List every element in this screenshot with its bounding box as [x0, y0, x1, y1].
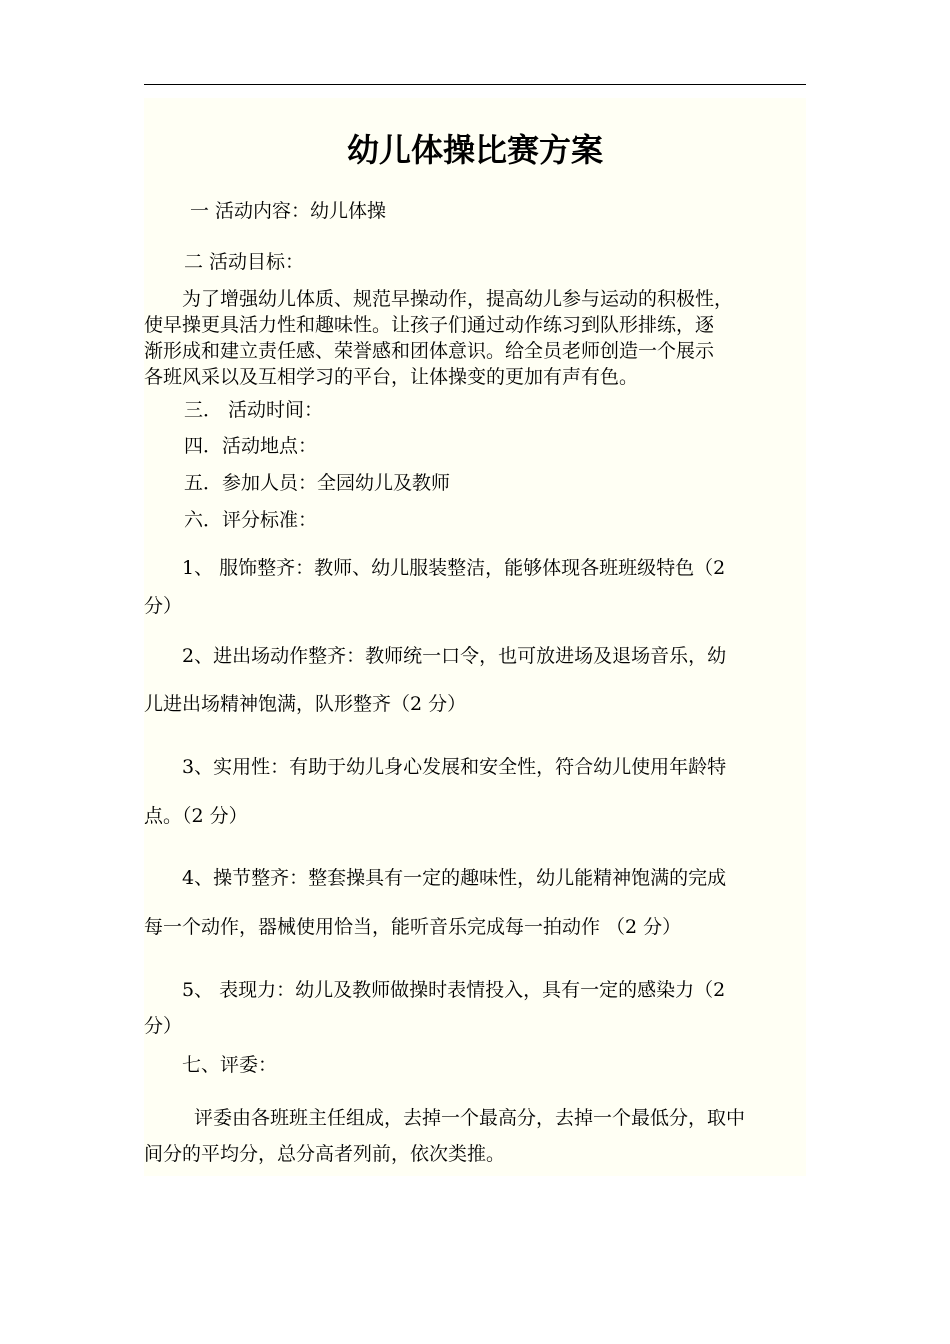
section-judges-paragraph: [144, 1100, 806, 1172]
section-goal-heading: 二 活动目标：: [184, 251, 305, 273]
section-goal-paragraph: [144, 286, 806, 390]
criteria-item-line2: 点。（2 分）: [144, 805, 248, 827]
header-rule: [144, 84, 806, 85]
section-judges-heading: 七、评委：: [182, 1054, 278, 1076]
goal-line: 使早操更具活力性和趣味性。让孩子们通过动作练习到队形排练，逐: [144, 314, 715, 336]
section-time: 三． 活动时间：: [184, 399, 324, 421]
criteria-item-line1: 3、实用性：有助于幼儿身心发展和安全性，符合幼儿使用年龄特: [182, 756, 727, 778]
criteria-item-line2: 每一个动作，器械使用恰当，能听音乐完成每一拍动作 （2 分）: [144, 916, 682, 938]
section-content: 一 活动内容：幼儿体操: [190, 200, 387, 222]
criteria-item-line2: 分）: [144, 1015, 183, 1037]
criteria-item-line1: 5、 表现力：幼儿及教师做操时表情投入，具有一定的感染力（2: [182, 979, 726, 1001]
section-place: 四．活动地点：: [184, 435, 318, 457]
criteria-item-line1: 2、进出场动作整齐：教师统一口令，也可放进场及退场音乐，幼: [182, 645, 727, 667]
goal-line: 渐形成和建立责任感、荣誉感和团体意识。给全员老师创造一个展示: [144, 340, 715, 362]
section-criteria-heading: 六．评分标准：: [184, 509, 318, 531]
criteria-item-line2: 分）: [144, 595, 183, 617]
judges-line: 评委由各班班主任组成，去掉一个最高分，去掉一个最低分，取中: [194, 1107, 746, 1129]
goal-line: 为了增强幼儿体质、规范早操动作，提高幼儿参与运动的积极性，: [182, 288, 734, 310]
criteria-item-line1: 4、操节整齐：整套操具有一定的趣味性，幼儿能精神饱满的完成: [182, 867, 727, 889]
section-participants: 五．参加人员：全园幼儿及教师: [184, 472, 451, 494]
document-title: 幼儿体操比赛方案: [346, 131, 603, 169]
judges-line: 间分的平均分，总分高者列前，依次类推。: [144, 1143, 506, 1165]
criteria-item-line2: 儿进出场精神饱满，队形整齐（2 分）: [144, 693, 467, 715]
criteria-item-line1: 1、 服饰整齐：教师、幼儿服装整洁，能够体现各班班级特色（2: [182, 557, 726, 579]
goal-line: 各班风采以及互相学习的平台，让体操变的更加有声有色。: [144, 366, 639, 388]
